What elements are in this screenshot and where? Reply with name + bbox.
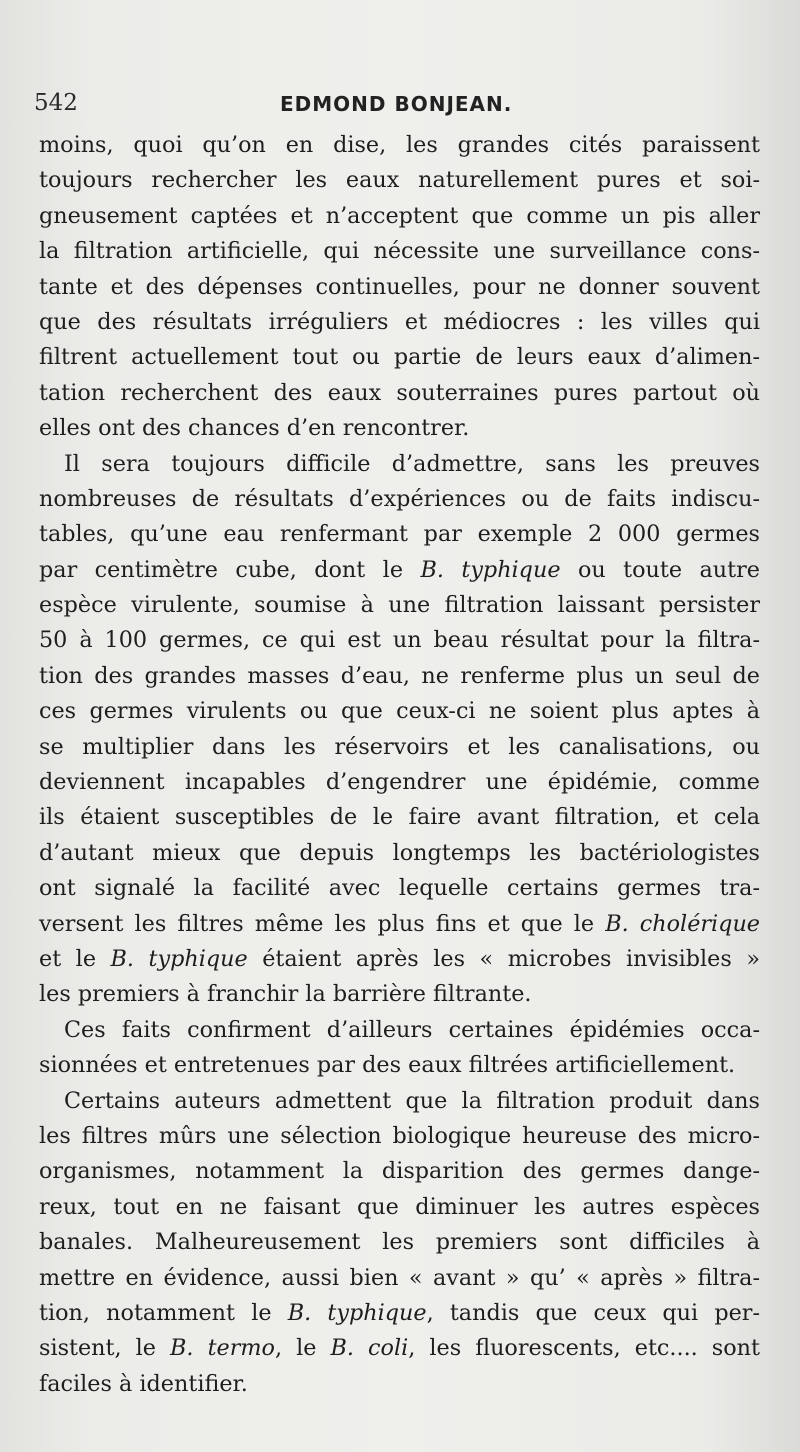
text-line: gneusement captées et n’acceptent que comme un pis aller — [39, 202, 760, 229]
text-line: ils étaient susceptibles de le faire avant filtration, et cela — [39, 804, 760, 831]
text-line: faciles à identifier. — [39, 1370, 248, 1397]
text-line: deviennent incapables d’engendrer une épidémie, comme — [39, 769, 760, 796]
text-line: tion des grandes masses d’eau, ne renferme plus un seul de — [39, 662, 760, 689]
text-line: moins, quoi qu’on en dise, les grandes cités paraissent — [39, 132, 760, 158]
paragraph-1 — [39, 128, 760, 447]
page-number: 542 — [34, 90, 78, 116]
text-line: que des résultats irréguliers et médiocres : les villes qui — [39, 308, 760, 335]
text-line: ces germes virulents ou que ceux-ci ne soient plus aptes à — [39, 698, 760, 725]
species-name: B. coli — [330, 1335, 409, 1362]
text-line: les filtres mûrs une sélection biologique heureuse des micro- — [39, 1122, 760, 1149]
text-line: la filtration artificielle, qui nécessite une surveillance cons- — [39, 238, 760, 265]
text-line: toujours rechercher les eaux naturellement pures et soi- — [39, 167, 760, 194]
text-line: Ces faits confirment d’ailleurs certaines épidémies occa- — [64, 1016, 760, 1043]
text-line: filtrent actuellement tout ou partie de leurs eaux d’alimen- — [39, 344, 760, 371]
text-line: espèce virulente, soumise à une filtration laissant persister — [39, 592, 760, 619]
species-name: B. typhique — [110, 945, 248, 972]
text-line: ont signalé la facilité avec lequelle certains germes tra- — [39, 875, 760, 902]
text-line: tables, qu’une eau renfermant par exemple 2 000 germes — [39, 521, 760, 548]
text-line: les premiers à franchir la barrière filtrante. — [39, 981, 532, 1008]
text-line: sistent, le B. termo, le B. coli, les fluorescents, etc.... sont — [39, 1335, 760, 1362]
paragraph-2 — [39, 447, 760, 1013]
species-name: B. typhique — [287, 1299, 427, 1326]
text-line: banales. Malheureusement les premiers sont difficiles à — [39, 1229, 760, 1256]
text-line: organismes, notamment la disparition des germes dange- — [39, 1158, 760, 1185]
text-line: sionnées et entretenues par des eaux filtrées artificiellement. — [39, 1052, 736, 1079]
page-header — [34, 88, 764, 128]
species-name: B. typhique — [420, 556, 561, 583]
text-line: 50 à 100 germes, ce qui est un beau résultat pour la filtra- — [39, 627, 760, 654]
text-line: Il sera toujours difficile d’admettre, sans les preuves — [64, 450, 760, 477]
text-line: tante et des dépenses continuelles, pour ne donner souvent — [39, 273, 760, 300]
text-line: se multiplier dans les réservoirs et les canalisations, ou — [39, 733, 760, 760]
paragraph-4 — [39, 1084, 760, 1403]
running-head: EDMOND BONJEAN. — [280, 92, 513, 116]
text-line: mettre en évidence, aussi bien « avant » qu’ « après » filtra- — [39, 1264, 760, 1291]
species-name: B. termo — [170, 1335, 275, 1362]
text-line: versent les filtres même les plus fins et que le B. cholérique — [39, 910, 761, 937]
text-line: nombreuses de résultats d’expériences ou de faits indiscu- — [39, 485, 760, 512]
text-line: tion, notamment le B. typhique, tandis que ceux qui per- — [39, 1299, 760, 1326]
text-line: par centimètre cube, dont le B. typhique ou toute autre — [39, 556, 760, 583]
text-line: Certains auteurs admettent que la filtration produit dans — [64, 1087, 760, 1114]
body-text — [39, 128, 760, 1402]
text-line: tation recherchent des eaux souterraines pures partout où — [39, 379, 760, 406]
text-line: et le B. typhique étaient après les « microbes invisibles » — [39, 945, 760, 972]
species-name: B. cholérique — [605, 910, 761, 937]
paragraph-3 — [39, 1013, 760, 1084]
text-line: reux, tout en ne faisant que diminuer les autres espèces — [39, 1193, 760, 1220]
text-line: elles ont des chances d’en rencontrer. — [39, 415, 470, 442]
text-line: d’autant mieux que depuis longtemps les bactériologistes — [39, 839, 760, 866]
